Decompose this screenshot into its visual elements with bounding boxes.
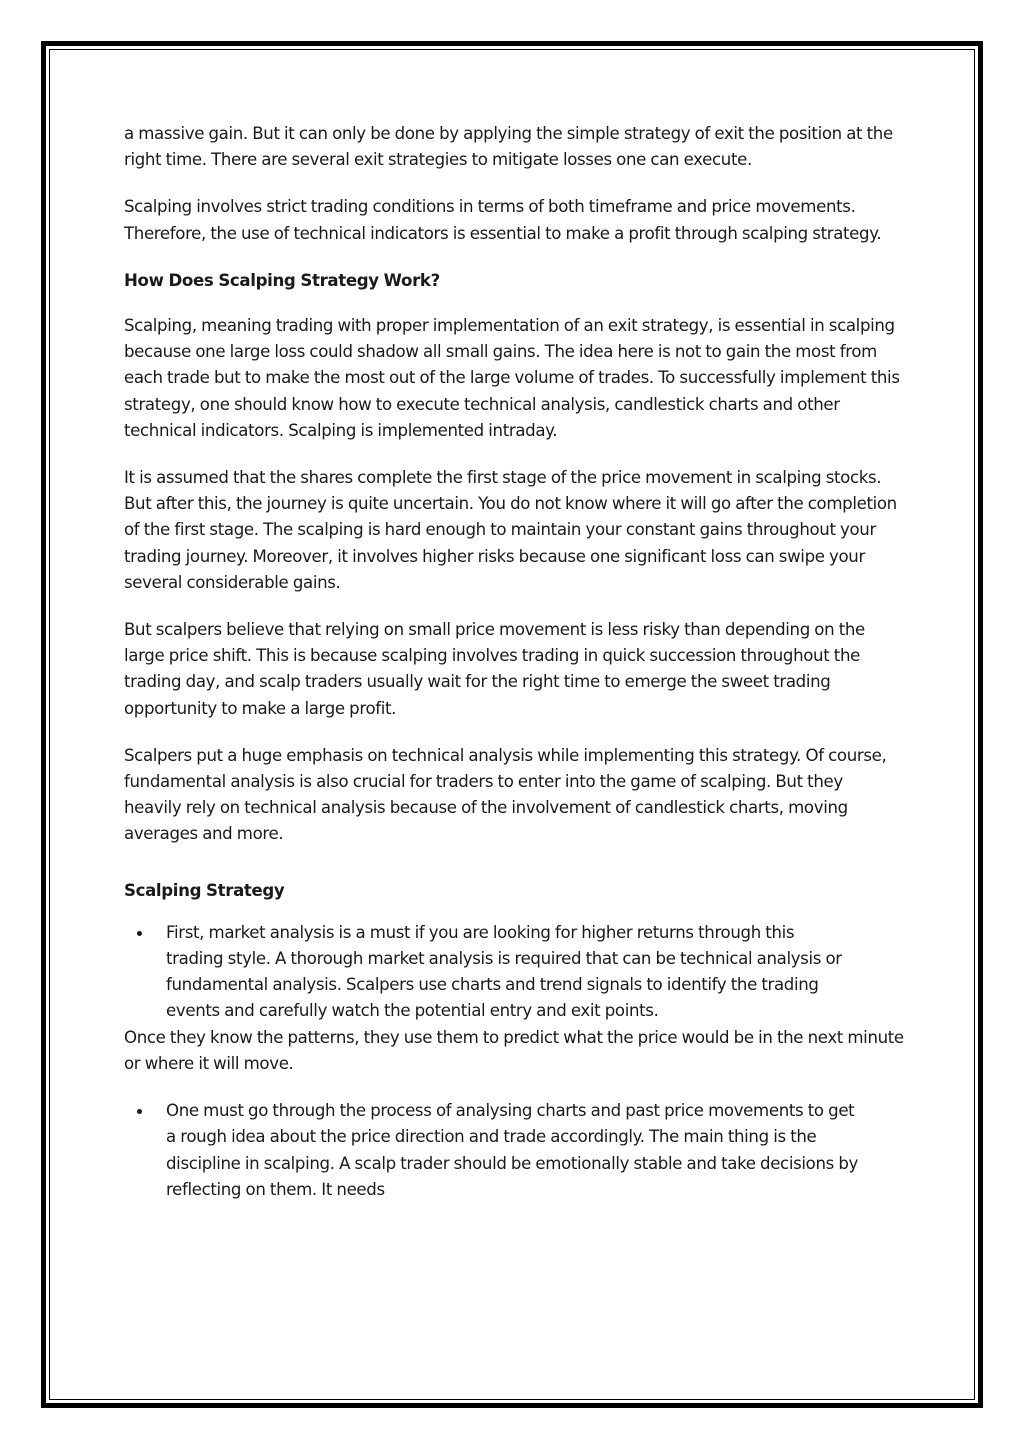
list-item: First, market analysis is a must if you are looking for higher returns through this trading style. A thorough market analysis is required that can be technical analysis or fundamental analysis. Scalpers use charts and trend signals to identify the trading events and carefully watch the potential entry and exit points.	[124, 920, 846, 1025]
list-item: One must go through the process of analysing charts and past price movements to get a rough idea about the price direction and trade accordingly. The main thing is the discipline in scalping. A scalp trader should be emotionally stable and take decisions by reflecting on them. It needs	[124, 1098, 866, 1203]
paragraph-scalping-meaning: Scalping, meaning trading with proper implementation of an exit strategy, is essential in scalping because one large loss could shadow all small gains. The idea here is not to gain the most from each trade but to make the most out of the large volume of trades. To successfully implement this strategy, one should know how to execute technical analysis, candlestick charts and other technical indicators. Scalping is implemented intraday.	[124, 316, 900, 440]
bullet-list-2	[124, 1098, 904, 1203]
heading-scalping-strategy: Scalping Strategy	[124, 880, 285, 900]
paragraph-scalpers-believe: But scalpers believe that relying on small price movement is less risky than depending on the large price shift. This is because scalping involves trading in quick succession throughout the trading day, and scalp traders usually wait for the right time to emerge the sweet trading opportunity to make a large profit.	[124, 620, 865, 718]
paragraph-scalping-conditions: Scalping involves strict trading conditions in terms of both timeframe and price movements. Therefore, the use of technical indicators is essential to make a profit through scalping strategy.	[124, 197, 882, 243]
paragraph-first-stage: It is assumed that the shares complete the first stage of the price movement in scalping stocks. But after this, the journey is quite uncertain. You do not know where it will go after the completion of the first stage. The scalping is hard enough to maintain your constant gains throughout your trading journey. Moreover, it involves higher risks because one significant loss can swipe your several considerable gains.	[124, 468, 897, 592]
bullet-list-1	[124, 920, 904, 1025]
paragraph-technical-emphasis: Scalpers put a huge emphasis on technical analysis while implementing this strategy. Of course, fundamental analysis is also crucial for traders to enter into the game of scalping. But they heavily rely on technical analysis because of the involvement of candlestick charts, moving averages and more.	[124, 745, 887, 844]
document-body	[124, 121, 904, 1203]
heading-how-does-scalping-work: How Does Scalping Strategy Work?	[124, 270, 440, 290]
paragraph-exit-strategy: a massive gain. But it can only be done by applying the simple strategy of exit the position at the right time. There are several exit strategies to mitigate losses one can execute.	[124, 124, 893, 170]
paragraph-patterns: Once they know the patterns, they use them to predict what the price would be in the next minute or where it will move.	[124, 1027, 904, 1073]
